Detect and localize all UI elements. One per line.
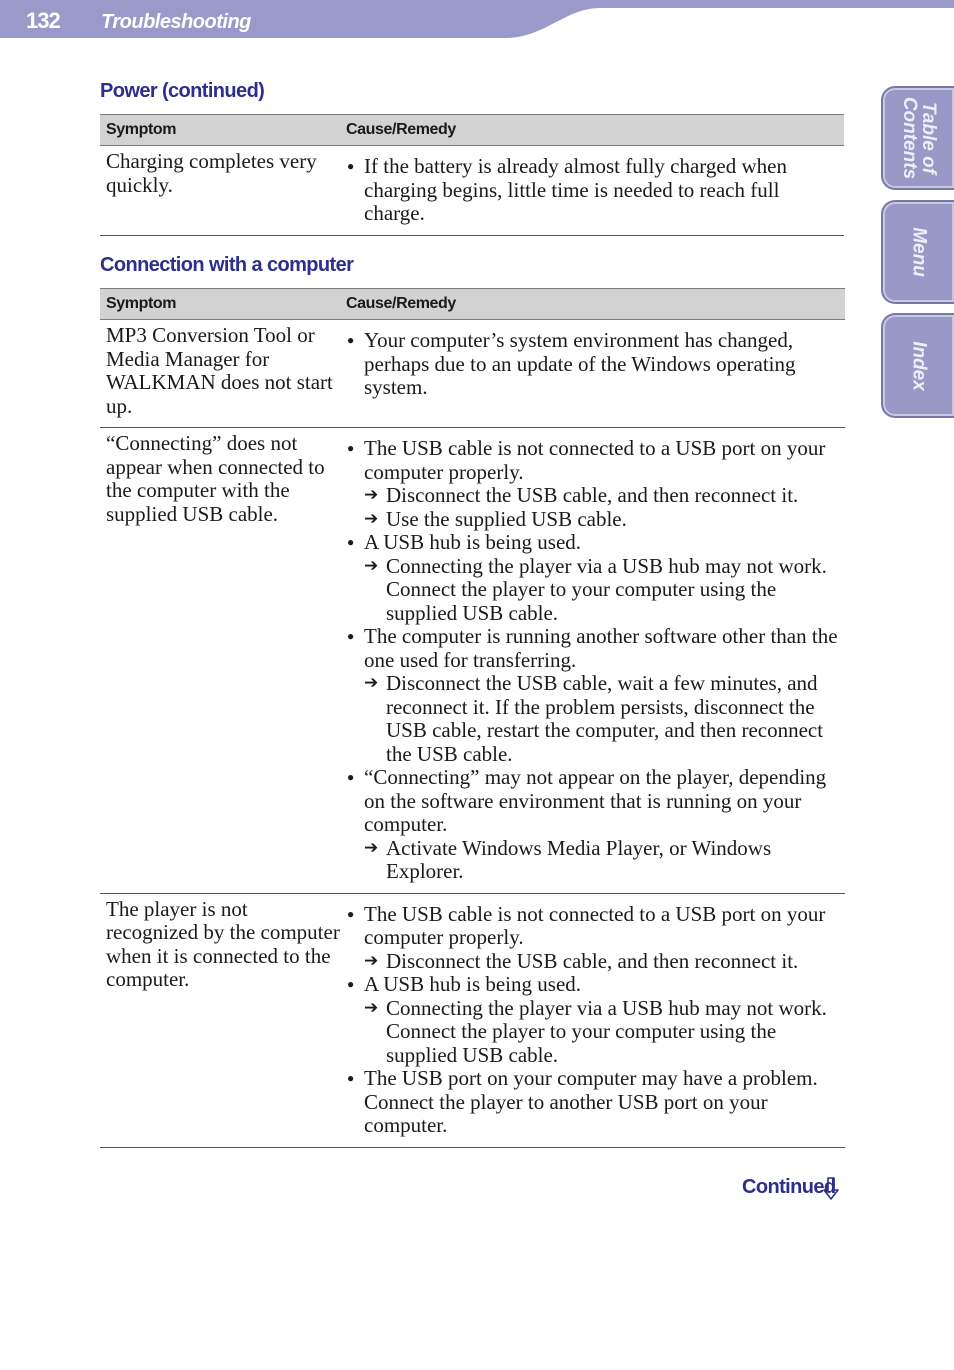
item-text: If the battery is already almost fully charged when charging begins, little time is needed to reach full charge. (364, 154, 787, 225)
connection-table (100, 288, 845, 1148)
cause-bullet (346, 437, 841, 484)
column-header-cause: Cause/Remedy (344, 115, 844, 146)
cause-remedy-cell (344, 893, 845, 1147)
cause-bullet (346, 903, 841, 950)
arrow-right-icon: ➔ (364, 673, 379, 693)
power-table (100, 114, 844, 236)
symptom-cell: The player is not recognized by the computer when it is connected to the computer. (100, 893, 344, 1147)
cause-bullet (346, 531, 841, 555)
arrow-right-icon: ➔ (364, 485, 379, 505)
item-text: Your computer’s system environment has changed, perhaps due to an update of the Windows operating system. (364, 328, 796, 399)
cause-bullet (346, 766, 841, 837)
continued-link[interactable]: Continued (742, 1176, 836, 1198)
cause-remedy-cell (344, 320, 845, 428)
item-text: Use the supplied USB cable. (386, 506, 627, 531)
table-header-row (100, 289, 845, 320)
arrow-down-icon (822, 1177, 840, 1201)
cause-bullet (346, 329, 841, 400)
tab-index-label: Index (908, 340, 929, 391)
item-text: Disconnect the USB cable, and then reconnect it. (386, 948, 799, 973)
tab-menu-label: Menu (908, 227, 929, 277)
item-text: The computer is running another software other than the one used for transferring. (364, 624, 838, 672)
item-text: A USB hub is being used. (364, 972, 582, 996)
page-header (0, 0, 954, 40)
item-text: The USB cable is not connected to a USB port on your computer properly. (364, 901, 826, 949)
item-text: The USB port on your computer may have a problem. Connect the player to another USB port on your computer. (364, 1066, 818, 1137)
header-section-title: Troubleshooting (101, 11, 251, 33)
tab-table-of-contents[interactable] (881, 86, 954, 190)
section-title-power: Power (continued) (100, 80, 265, 102)
symptom-cell: Charging completes very quickly. (100, 146, 344, 236)
cause-remedy-cell (344, 428, 845, 894)
column-header-symptom: Symptom (100, 115, 344, 146)
cause-bullet (346, 155, 840, 226)
item-text: Disconnect the USB cable, and then reconnect it. (386, 483, 799, 507)
arrow-right-icon: ➔ (364, 555, 379, 576)
cause-bullet (346, 973, 841, 997)
arrow-right-icon: ➔ (364, 508, 379, 529)
remedy-item (346, 484, 841, 508)
section-title-connection: Connection with a computer (100, 254, 354, 276)
arrow-right-icon: ➔ (364, 950, 379, 971)
remedy-item (346, 672, 841, 766)
symptom-cell: MP3 Conversion Tool or Media Manager for WALKMAN does not start up. (100, 320, 344, 428)
arrow-right-icon: ➔ (364, 837, 379, 858)
cause-bullet (346, 625, 841, 672)
cause-remedy-cell (344, 146, 844, 236)
remedy-item (346, 950, 841, 974)
table-row (100, 320, 845, 428)
cause-bullet (346, 1067, 841, 1138)
item-text: Connecting the player via a USB hub may not work. Connect the player to your computer using the supplied USB cable. (386, 995, 827, 1067)
remedy-item (346, 555, 841, 626)
item-text: Connecting the player via a USB hub may not work. Connect the player to your computer using the supplied USB cable. (386, 553, 827, 625)
remedy-item (346, 508, 841, 532)
table-row (100, 893, 845, 1147)
table-row (100, 428, 845, 894)
arrow-right-icon: ➔ (364, 997, 379, 1018)
remedy-item (346, 997, 841, 1068)
tab-index[interactable] (881, 313, 954, 418)
symptom-cell: “Connecting” does not appear when connected to the computer with the supplied USB cable. (100, 428, 344, 894)
column-header-cause: Cause/Remedy (344, 289, 845, 320)
remedy-item (346, 837, 841, 884)
column-header-symptom: Symptom (100, 289, 344, 320)
tab-menu[interactable] (881, 200, 954, 304)
table-header-row (100, 115, 844, 146)
tab-table-of-contents-label: Table of Contents (898, 96, 939, 180)
item-text: “Connecting” may not appear on the player, depending on the software environment that is running on your computer. (364, 765, 827, 836)
table-row (100, 146, 844, 236)
item-text: Disconnect the USB cable, wait a few minutes, and reconnect it. If the problem persists, disconnect the USB cable, restart the computer, and then reconnect the USB cable. (386, 671, 824, 766)
item-text: A USB hub is being used. (364, 530, 582, 554)
item-text: The USB cable is not connected to a USB port on your computer properly. (364, 436, 826, 484)
item-text: Activate Windows Media Player, or Windows Explorer. (386, 835, 772, 883)
page-number: 132 (26, 8, 60, 33)
